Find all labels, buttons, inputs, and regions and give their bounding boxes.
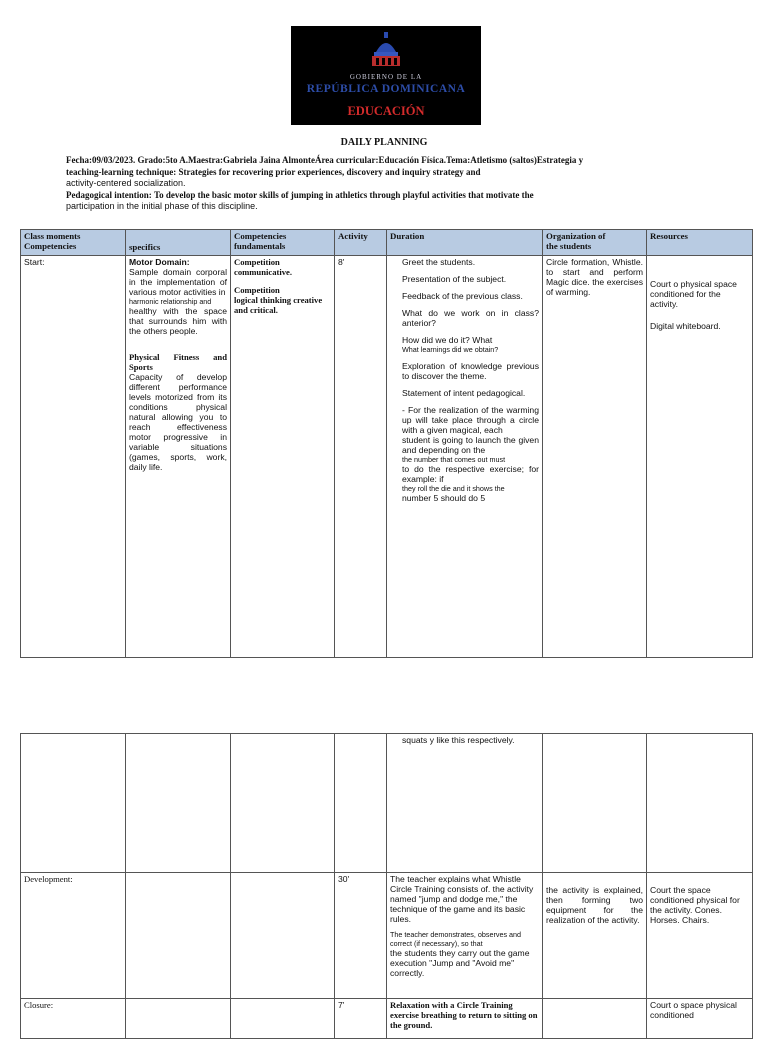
activity-item: Greet the students. (402, 257, 476, 267)
header-resources: Resources (647, 230, 753, 256)
moment-development: Development: (21, 873, 126, 999)
intro-header-line: activity-centered socialization. (66, 178, 186, 188)
planning-table-continued (20, 733, 753, 1039)
intro-header-line: teaching-learning technique: Strategies for recovering prior experiences, discovery and inquiry strategy and (66, 166, 481, 177)
resource-item: Digital whiteboard. (650, 321, 721, 331)
development-activity-cell (387, 873, 543, 999)
start-activity-cell (387, 256, 543, 658)
activity-item: Feedback of the previous class. (402, 291, 523, 301)
motor-domain-text2: healthy with the space that surrounds him with the others people. (129, 306, 227, 336)
intention-label: Pedagogical intention: (66, 189, 152, 200)
motor-domain-small: harmonic relationship and (129, 297, 212, 306)
closure-resources-cell: Court o space physical conditioned (647, 999, 753, 1039)
start-resources-cell (647, 256, 753, 658)
planning-table (20, 229, 753, 658)
activity-item: squats y like this respectively. (402, 735, 515, 745)
fitness-text: Capacity of develop different performance levels motorized from its conditions physical natural allowing you to reach effectiveness motor progressive in variable situations (games, sports, work, daily life. (129, 372, 227, 472)
table-row-closure (21, 999, 753, 1039)
development-organization-cell: the activity is explained, then forming two equipment for the realization of the activity. (543, 873, 647, 999)
activity-item: student is going to launch the given and depending on the (402, 435, 539, 455)
activity-item: number 5 should do 5 (402, 493, 486, 503)
header-activity: Activity (335, 230, 387, 256)
activity-item-small: What learnings did we obtain? (402, 345, 499, 354)
header-specifics: specifics (126, 230, 231, 256)
development-duration: 30' (335, 873, 387, 999)
logo-line-republic: REPÚBLICA DOMINICANA (306, 83, 466, 95)
logo-line-government: GOBIERNO DE LA (349, 73, 423, 81)
competency-logical-title: Competition (234, 285, 280, 295)
ministry-logo (291, 26, 481, 125)
intention-line: participation in the initial phase of this discipline. (66, 201, 258, 211)
activity-item: - For the realization of the warming up will take place through a circle with a given magical, each (402, 405, 539, 435)
logo-line-education: EDUCACIÓN (347, 104, 425, 118)
motor-domain-text: Sample domain corporal in the implementation of various motor activities in (129, 267, 227, 297)
closure-duration: 7' (335, 999, 387, 1039)
start-organization-cell: Circle formation, Whistle. to start and perform Magic dice. the exercises of warming. (543, 256, 647, 658)
activity-item-small: the number that comes out must (402, 455, 506, 464)
competency-communicative: Competition communicative. (234, 257, 292, 277)
activity-item: Statement of intent pedagogical. (402, 388, 526, 398)
table-row-continuation (21, 734, 753, 873)
header-duration: Duration (387, 230, 543, 256)
moment-closure: Closure: (21, 999, 126, 1039)
header-organization: Organization of the students (543, 230, 647, 256)
activity-item: What do we work on in class? anterior? (402, 308, 539, 328)
activity-item: The teacher explains what Whistle Circle Training consists of. the activity named "jump and dodge me," the technique of the game and its basic rules. (390, 874, 534, 924)
header-class-moments: Class moments Competencies (21, 230, 126, 256)
table-row-development (21, 873, 753, 999)
activity-item: the students they carry out the game execution "Jump and "Avoid me" correctly. (390, 948, 530, 978)
activity-item: How did we do it? What (402, 335, 493, 345)
activity-item: to do the respective exercise; for example: if (402, 464, 539, 484)
table-header-row (21, 230, 753, 256)
specific-competencies-cell (126, 256, 231, 658)
development-resources-cell: Court the space conditioned physical for the activity. Cones. Horses. Chairs. (647, 873, 753, 999)
activity-item-small: they roll the die and it shows the (402, 484, 505, 493)
intro-header-line: Fecha:09/03/2023. Grado:5to A.Maestra:Gabriela Jaina AlmonteÁrea curricular:Educación Física.Tema:Atletismo (saltos)Estrategia y (66, 155, 584, 165)
motor-domain-title: Motor Domain: (129, 257, 190, 267)
table-row-start (21, 256, 753, 658)
activity-item: Presentation of the subject. (402, 274, 507, 284)
activity-item-small: The teacher demonstrates, observes and correct (if necessary), so that (390, 930, 522, 948)
activity-item: Exploration of knowledge previous to discover the theme. (402, 361, 539, 381)
start-duration: 8' (335, 256, 387, 658)
dome-emblem-icon (371, 32, 401, 68)
fitness-title: Physical Fitness and Sports (129, 352, 227, 372)
competency-logical-text: logical thinking creative and critical. (234, 295, 323, 315)
intro-block (66, 155, 638, 213)
continued-activity-cell (387, 734, 543, 873)
moment-start: Start: (21, 256, 126, 658)
closure-activity-cell: Relaxation with a Circle Training exercise breathing to return to sitting on the ground. (387, 999, 543, 1039)
intention-text: To develop the basic motor skills of jumping in athletics through playful activities that motivate the (154, 189, 534, 200)
fundamental-competencies-cell (231, 256, 335, 658)
header-fundamentals: Competencies fundamentals (231, 230, 335, 256)
resource-item: Court o physical space conditioned for the activity. (650, 279, 737, 309)
page-title: DAILY PLANNING (340, 137, 428, 148)
